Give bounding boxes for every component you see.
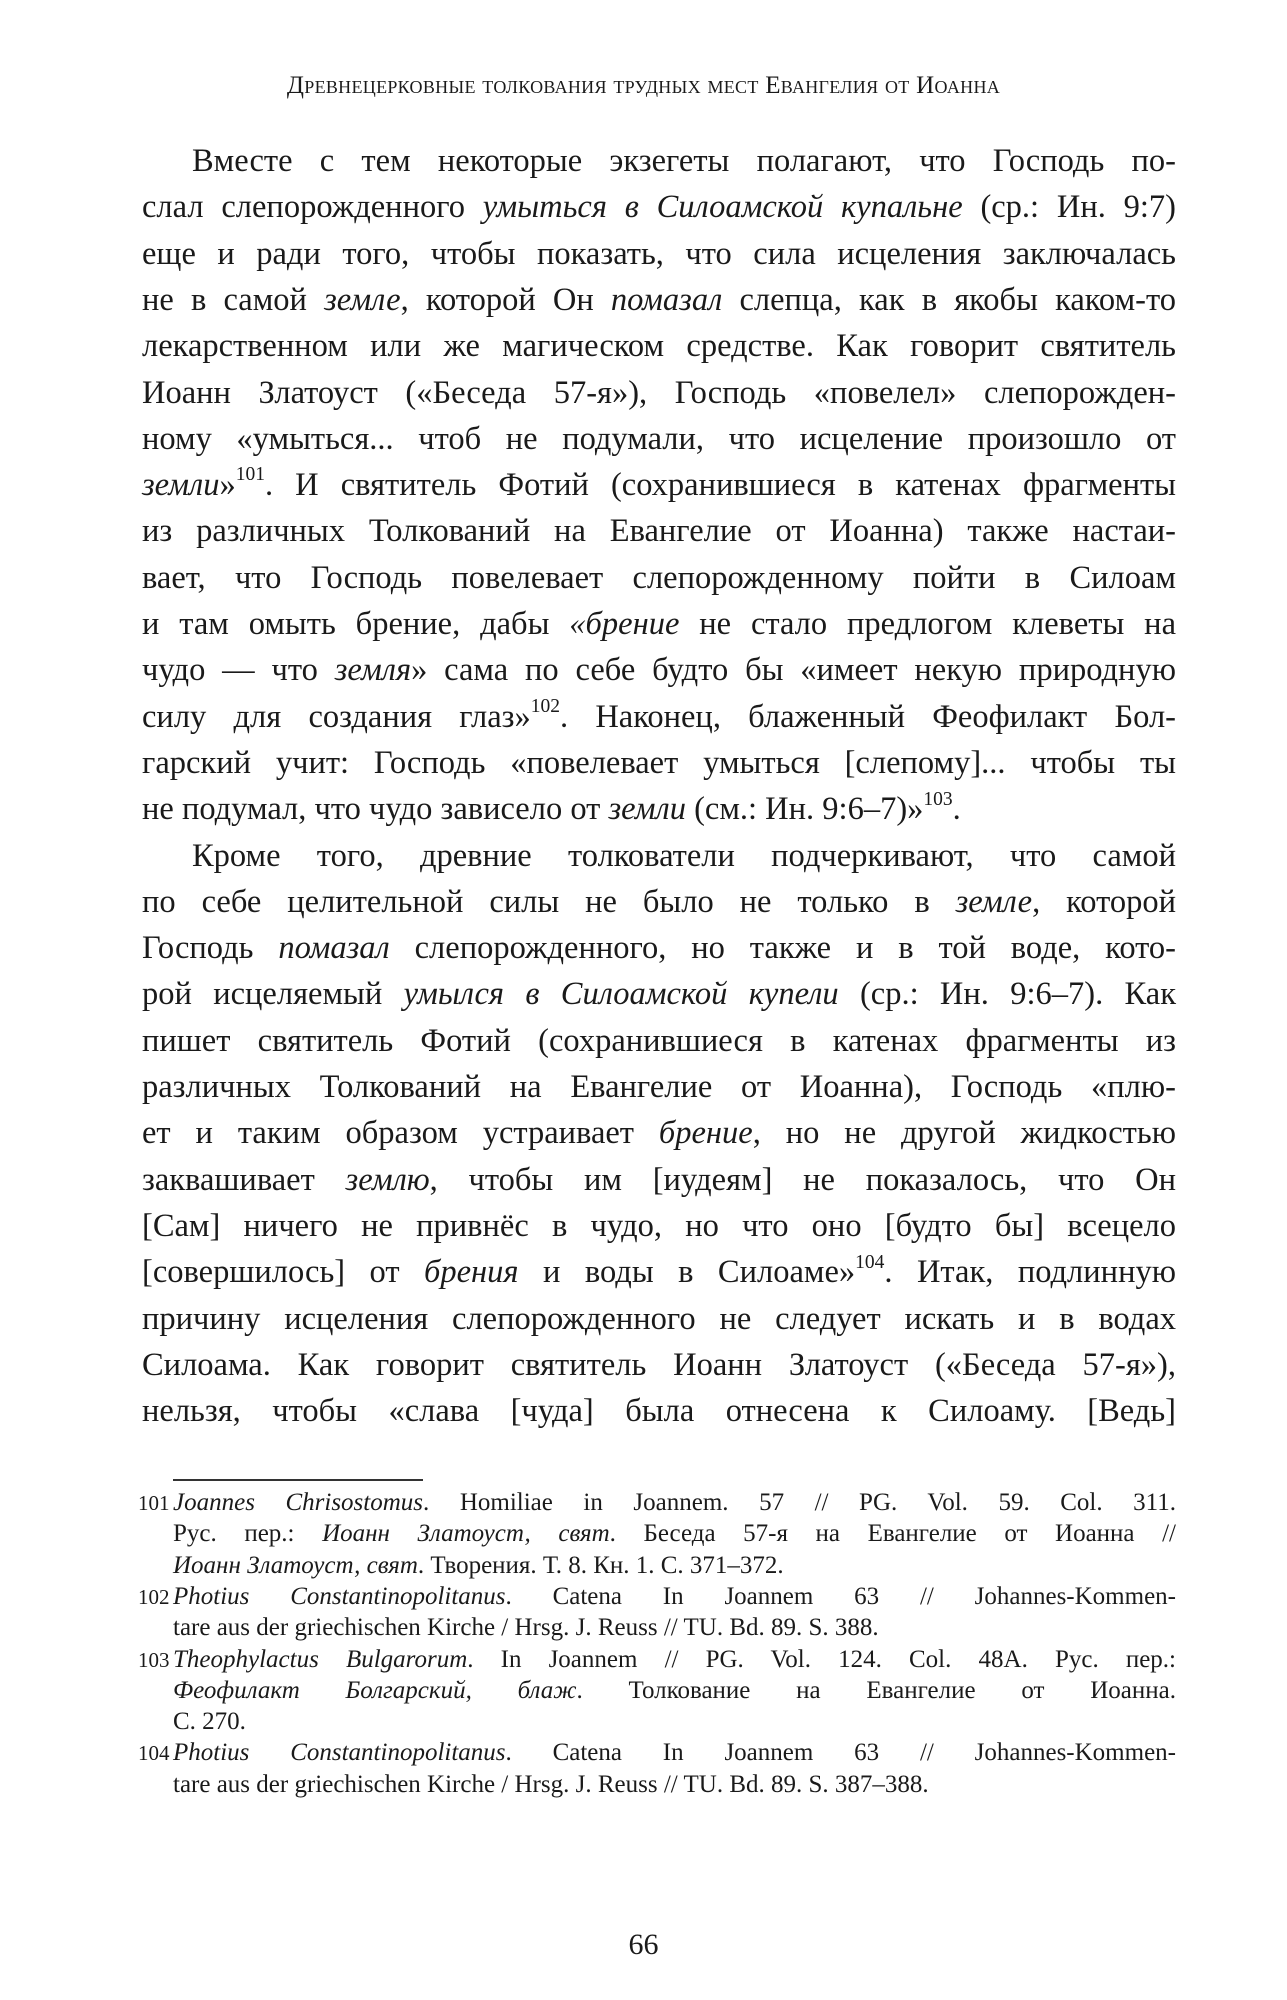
text-run: , но не другой жидкостью xyxy=(752,1115,1176,1152)
footnote-line xyxy=(173,1551,1176,1581)
text-run: различных Толкований на Евангелие от Иоанна), Господь «плю- xyxy=(142,1069,1176,1105)
footnote-line xyxy=(173,1645,1176,1675)
body-line xyxy=(142,419,1176,459)
footnote-line xyxy=(173,1707,1176,1737)
text-run: Кроме того, древние толкователи подчеркивают, что самой xyxy=(192,837,1176,874)
text-run: . In Joannem // PG. Vol. 124. Col. 48A. Рус. пер.: xyxy=(467,1645,1176,1673)
text-run: по себе целительной силы не было не только в xyxy=(142,883,956,920)
text-run: ному «умыться... чтоб не подумали, что исцеление произошло от xyxy=(142,420,1176,457)
text-run: лекарственном или же магическом средстве. Как говорит святитель xyxy=(142,328,1176,365)
footnote-number: 103 xyxy=(138,1647,170,1672)
text-run: из различных Толкований на Евангелие от Иоанна) также настаи- xyxy=(142,513,1176,550)
running-head: Древнецерковные толкования трудных мест Евангелия от Иоанна xyxy=(286,72,1001,99)
text-run: Господь xyxy=(142,930,279,967)
text-run: » xyxy=(219,467,236,504)
text-run: . Толкование на Евангелие от Иоанна. xyxy=(576,1676,1176,1704)
text-run: , чтобы им [иудеям] не показалось, что Он xyxy=(429,1161,1176,1198)
text-run: (ср.: Ин. 9:7) xyxy=(962,189,1176,226)
italic-text: брение xyxy=(658,1115,753,1152)
body-line xyxy=(142,1252,1176,1292)
body-line xyxy=(142,187,1176,227)
text-run: силу для создания глаз» xyxy=(142,698,531,735)
body-line xyxy=(142,1206,1176,1246)
italic-text: Joannes Chrisostomus xyxy=(173,1489,424,1516)
italic-text: помазал xyxy=(278,930,390,967)
text-run: не подумал, что чудо зависело от xyxy=(142,791,609,828)
italic-text: земле xyxy=(324,281,401,318)
text-run: (ср.: Ин. 9:6–7). Как xyxy=(838,976,1176,1013)
text-run: не стало предлогом клеветы на xyxy=(679,606,1176,642)
text-run: слал слепорожденного xyxy=(142,189,483,226)
body-line xyxy=(142,697,1176,737)
italic-text: помазал xyxy=(610,281,723,318)
text-run: еще и ради того, чтобы показать, что сила исцеления заключалась xyxy=(142,235,1176,272)
body-line xyxy=(142,1021,1176,1061)
body-line xyxy=(142,836,1176,876)
footnote-number: 101 xyxy=(138,1491,170,1515)
footnote-line xyxy=(173,1770,1176,1800)
body-line xyxy=(142,1299,1176,1339)
text-run: . Беседа 57-я на Евангелие от Иоанна // xyxy=(609,1520,1176,1548)
text-run: . И святитель Фотий (сохранившиеся в катенах фрагменты xyxy=(264,467,1176,504)
body-line xyxy=(142,234,1176,274)
text-run: Силоама. Как говорит святитель Иоанн Златоуст («Беседа 57-я»), xyxy=(142,1346,1176,1383)
text-run: . Итак, подлинную xyxy=(884,1254,1176,1291)
text-run: слепорожденного, но также и в той воде, кото- xyxy=(389,930,1176,967)
body-line xyxy=(142,280,1176,320)
body-line xyxy=(142,1113,1176,1153)
body-line xyxy=(142,1067,1176,1107)
italic-text: умылся в Силоамской купели xyxy=(403,976,839,1013)
text-run: гарский учит: Господь «повелевает умыться [слепому]... чтобы ты xyxy=(142,744,1176,781)
text-run: заквашивает xyxy=(142,1161,346,1198)
text-run: tare aus der griechischen Kirche / Hrsg. J. Reuss // TU. Bd. 89. S. 388. xyxy=(173,1614,879,1642)
italic-text: Photius Constantinopolitanus xyxy=(173,1739,506,1767)
italic-text: землю xyxy=(345,1161,430,1198)
italic-text: земле xyxy=(955,883,1033,920)
text-run: рой исцеляемый xyxy=(142,976,404,1013)
footnote-line xyxy=(173,1676,1176,1706)
text-run: , которой Он xyxy=(400,281,611,318)
text-run: С. 270. xyxy=(173,1708,246,1736)
text-run: . xyxy=(952,791,961,828)
body-line xyxy=(142,1345,1176,1385)
body-line xyxy=(142,743,1176,783)
body-line xyxy=(142,558,1176,598)
text-run: не в самой xyxy=(142,281,325,318)
footnote-reference[interactable]: 102 xyxy=(530,695,560,717)
text-run: и там омыть брение, дабы xyxy=(142,606,570,642)
italic-text: Иоанн Златоуст, свят xyxy=(173,1551,418,1579)
body-line xyxy=(142,882,1176,922)
body-line xyxy=(142,974,1176,1014)
footnote-separator xyxy=(173,1479,423,1481)
italic-text: Photius Constantinopolitanus xyxy=(173,1582,506,1610)
body-line xyxy=(142,789,1176,829)
italic-text: земли xyxy=(142,467,220,504)
text-run: причину исцеления слепорожденного не следует искать и в водах xyxy=(142,1300,1176,1337)
text-run: Вместе с тем некоторые экзегеты полагают, что Господь по- xyxy=(192,143,1176,179)
body-line xyxy=(142,1391,1176,1431)
text-run: вает, что Господь повелевает слепорожденному пойти в Силоам xyxy=(142,559,1176,596)
body-line xyxy=(142,373,1176,413)
body-line xyxy=(142,650,1176,690)
text-run: . Catena In Joannem 63 // Johannes-Kommen- xyxy=(505,1739,1176,1767)
footnote-number: 102 xyxy=(138,1584,170,1609)
body-line xyxy=(142,326,1176,366)
text-run: (см.: Ин. 9:6–7)» xyxy=(685,791,924,828)
italic-text: Феофилакт Болгарский, блаж xyxy=(173,1676,577,1704)
text-run: нельзя, чтобы «слава [чуда] была отнесена к Силоаму. [Ведь] xyxy=(142,1393,1176,1430)
footnote-reference[interactable]: 101 xyxy=(235,464,265,486)
italic-text: Theophylactus Bulgarorum xyxy=(173,1645,468,1673)
body-line xyxy=(142,511,1176,551)
footnote-line xyxy=(173,1488,1176,1518)
text-run: ет и таким образом устраивает xyxy=(142,1115,659,1152)
footnote-reference[interactable]: 103 xyxy=(923,788,953,810)
text-run: , которой xyxy=(1032,883,1176,920)
footnote-reference[interactable]: 104 xyxy=(855,1251,885,1273)
text-run: . Наконец, блаженный Феофилакт Бол- xyxy=(559,698,1176,735)
footnote-number: 104 xyxy=(138,1741,170,1766)
italic-text: земли xyxy=(608,791,686,828)
italic-text: умыться в Силоамской купальне xyxy=(482,189,963,226)
text-run: tare aus der griechischen Kirche / Hrsg. J. Reuss // TU. Bd. 89. S. 387–388. xyxy=(173,1770,929,1798)
footnote-line xyxy=(173,1582,1176,1612)
italic-text: «брение xyxy=(569,606,680,642)
italic-text: Иоанн Златоуст, свят xyxy=(322,1520,610,1548)
footnote-line xyxy=(173,1613,1176,1643)
text-run: . Творения. Т. 8. Кн. 1. С. 371–372. xyxy=(417,1551,784,1579)
text-run: . Homiliae in Joannem. 57 // PG. Vol. 59. Col. 311. xyxy=(423,1489,1176,1516)
footnote-line xyxy=(173,1519,1176,1549)
body-line xyxy=(142,928,1176,968)
text-run: [совершилось] от xyxy=(142,1254,425,1291)
italic-text: земля xyxy=(334,652,412,689)
footnote-line xyxy=(173,1738,1176,1768)
text-run: [Сам] ничего не привнёс в чудо, но что оно [будто бы] всецело xyxy=(142,1207,1176,1244)
text-run: чудо — что xyxy=(142,652,335,689)
text-run: слепца, как в якобы каком-то xyxy=(722,281,1176,318)
text-run: Рус. пер.: xyxy=(173,1520,323,1548)
body-line xyxy=(142,141,1176,181)
text-run: и воды в Силоаме» xyxy=(518,1254,856,1291)
body-line xyxy=(142,465,1176,505)
text-run: . Catena In Joannem 63 // Johannes-Kommen- xyxy=(505,1582,1176,1610)
text-run: пишет святитель Фотий (сохранившиеся в катенах фрагменты из xyxy=(142,1022,1176,1059)
body-line xyxy=(142,1160,1176,1200)
body-line xyxy=(142,604,1176,644)
text-run: » сама по себе будто бы «имеет некую природную xyxy=(411,652,1176,689)
page-number: 66 xyxy=(628,1928,659,1961)
italic-text: брения xyxy=(424,1254,519,1291)
text-run: Иоанн Златоуст («Беседа 57-я»), Господь «повелел» слепорожден- xyxy=(142,374,1176,411)
